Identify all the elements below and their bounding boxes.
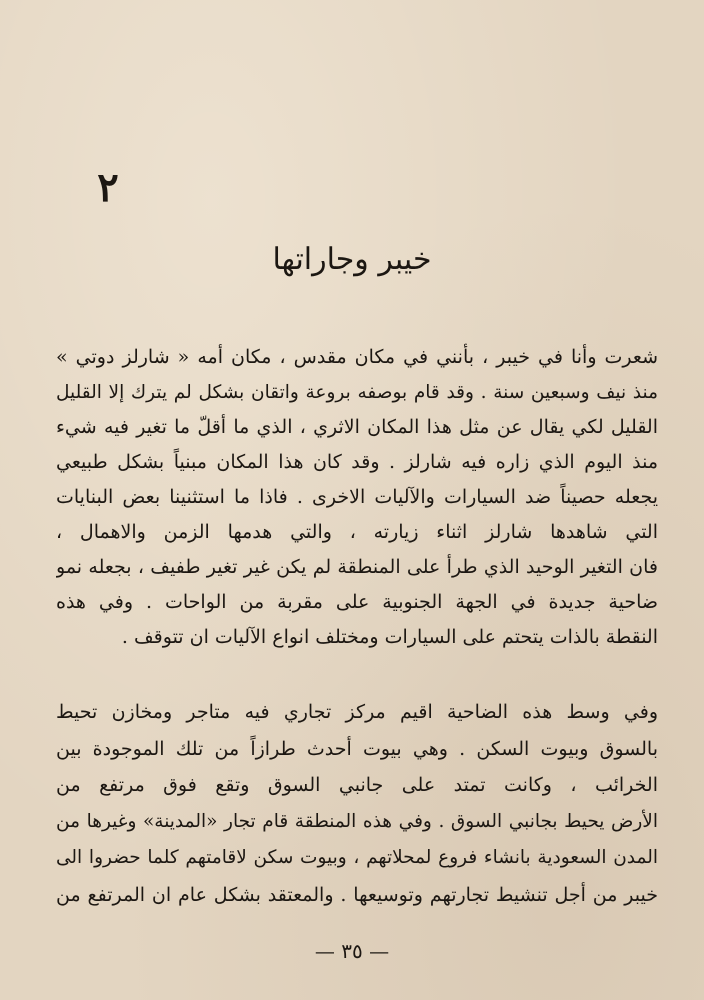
text-line: القليل لكي يقال عن مثل هذا المكان الاثري ، الذي ما أقلّ ما تغير فيه شيء [56,416,658,438]
chapter-title: خيبر وجاراتها [272,242,432,277]
text-line: الخرائب ، وكانت تمتد على جانبي السوق وتقع فوق مرتفع من [56,774,658,796]
text-line: النقطة بالذات يتحتم على السيارات ومختلف انواع الآليات ان تتوقف . [121,626,658,648]
text-line: منذ نيف وسبعين سنة . وقد قام بوصفه بروعة واتقان بشكل لم يترك إلا القليل [56,382,658,403]
text-line: يجعله حصيناً ضد السيارات والآليات الاخرى . فاذا ما استثنينا بعض البنايات [56,486,658,508]
paragraph-1 [56,340,658,655]
text-line: فان التغير الوحيد الذي طرأ على المنطقة لم يكن غير تغير طفيف ، بجعله نمو [56,556,658,578]
text-line: خيبر من أجل تنشيط تجارتهم وتوسيعها . والمعتقد بشكل عام ان المرتفع من [56,883,658,906]
text-line: الأرض يحيط بجانبي السوق . وفي هذه المنطقة قام تجار «المدينة» وغيرها من [56,810,658,832]
text-line: منذ اليوم الذي زاره فيه شارلز . وقد كان هذا المكان مبنياً بشكل طبيعي [56,451,658,473]
page-number: — ٣٥ — [314,939,390,963]
text-line: ضاحية جديدة في الجهة الجنوبية على مقربة من الواحات . وفي هذه [56,591,658,613]
paragraph-2 [56,694,658,913]
text-line: بالسوق وبيوت السكن . وهي بيوت أحدث طرازاً من تلك الموجودة بين [56,737,658,760]
text-line: وفي وسط هذه الضاحية اقيم مركز تجاري فيه متاجر ومخازن تحيط [56,701,658,723]
text-line: المدن السعودية بانشاء فروع لمحلاتهم ، وبيوت سكن لاقامتهم كلما حضروا الى [56,847,658,868]
text-line: التي شاهدها شارلز اثناء زيارته ، والتي هدمها الزمن والاهمال ، [56,521,658,543]
text-line: شعرت وأنا في خيبر ، بأنني في مكان مقدس ، مكان أمه « شارلز دوتي » [56,346,658,368]
chapter-number: ٢ [97,164,119,211]
